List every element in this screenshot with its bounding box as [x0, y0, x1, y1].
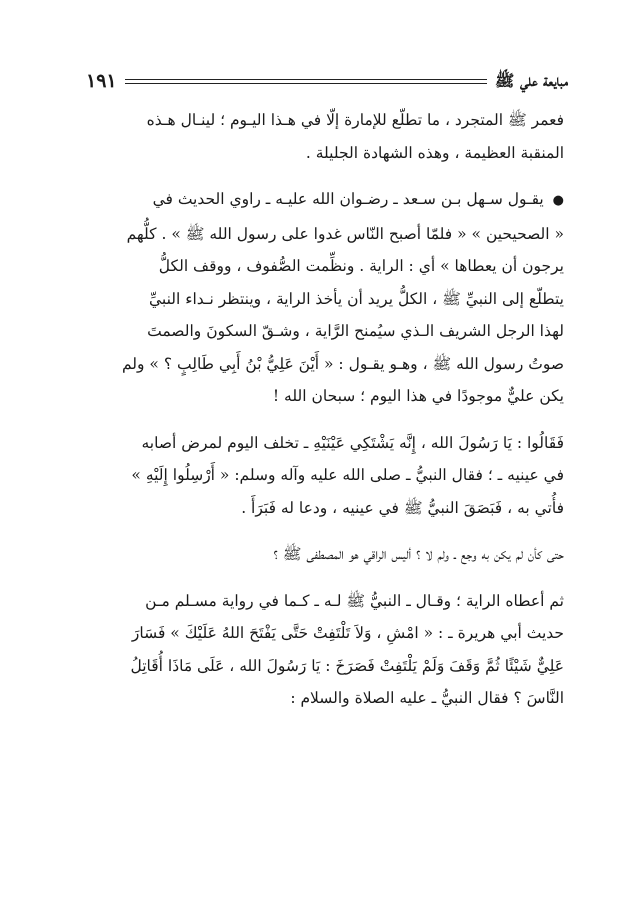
- paragraph: [96, 183, 564, 413]
- text-line: يقـول سـهل بـن سـعد ـ رضـوان الله عليـه ـ راوي الحديث في: [152, 190, 544, 208]
- text-line: فعمر ﷺ المتجرد ، ما تطلّع للإمارة إلّا في هـذا اليـوم ؛ لينـال هـذه: [146, 111, 564, 129]
- text-line: يتطلّع إلى النبيِّ ﷺ ، الكلُّ يريد أن يأخذ الراية ، وينتظر نـداء النبيِّ: [148, 289, 564, 308]
- bullet-icon: ●: [552, 193, 564, 208]
- text-line: عَلِيٌّ شَيْئًا ثُمَّ وَقَفَ وَلَمْ يَلْتَفِتْ فَصَرَخَ : يَا رَسُولَ الله ، عَلَى مَاذَا أُقَاتِلُ: [130, 656, 564, 675]
- chapter-title: مبايعة علي ﷺ: [495, 71, 568, 90]
- text-line: النَّاسَ ؟ فقال النبيُّ ـ عليه الصلاة والسلام :: [290, 689, 564, 707]
- text-line: صوتُ رسول الله ﷺ ، وهـو يقـول : « أَيْنَ عَلِيُّ بْنُ أَبِي طَالِبٍ ؟ » ولم: [121, 354, 564, 373]
- text-line: « الصحيحين » « فلمّا أصبح النّاس غدوا على رسول الله ﷺ » . كلُّهم: [126, 224, 564, 243]
- paragraph: [96, 538, 564, 571]
- page-number: ١٩١: [86, 69, 117, 92]
- text-line: في عينيه ـ ؛ فقال النبيُّ ـ صلى الله عليه وآله وسلم: « أَرْسِلُوا إِلَيْهِ »: [131, 466, 564, 484]
- running-header: [86, 66, 568, 96]
- text-line: المنقبة العظيمة ، وهذه الشهادة الجليلة .: [305, 143, 564, 162]
- paragraph: [96, 585, 564, 715]
- paragraph: [96, 104, 564, 169]
- text-line: حديث أبي هريرة ـ : « امْشِ ، وَلاَ تَلْتَفِتْ حَتَّى يَفْتَحَ اللهُ عَلَيْكَ » فَسَارَ: [131, 624, 564, 642]
- paragraph: [96, 427, 564, 525]
- text-line: لهذا الرجل الشريف الـذي سيُمنح الرَّاية ، وشـقّ السكونَ والصمتَ: [147, 322, 564, 340]
- text-line: فأُتي به ، فَبَصَقَ النبيُّ ﷺ في عينيه ، ودعا له فَبَرَأَ .: [241, 498, 564, 517]
- text-line: ثم أعطاه الراية ؛ وقـال ـ النبيُّ ﷺ لـه ـ كـما في رواية مسـلم مـن: [145, 591, 564, 610]
- text-line: فَقَالُوا : يَا رَسُولَ الله ، إِنَّه يَشْتَكِي عَيْنَيْهِ ـ تخلف اليوم لمرض أصابه: [141, 433, 564, 452]
- header-rule: [125, 79, 487, 84]
- text-line: حتى كأن لم يكن به وجع ـ ولم لا ؟ أليس الراقي هو المصطفى ﷺ ؟: [273, 545, 564, 563]
- text-line: يرجون أن يعطاها » أي : الراية . ونظِّمت الصُّفوف ، ووقف الكلُّ: [158, 257, 564, 275]
- text-line: يكن عليٌّ موجودًا في هذا اليوم ؛ سبحان الله !: [272, 387, 564, 405]
- body-text: [96, 104, 564, 715]
